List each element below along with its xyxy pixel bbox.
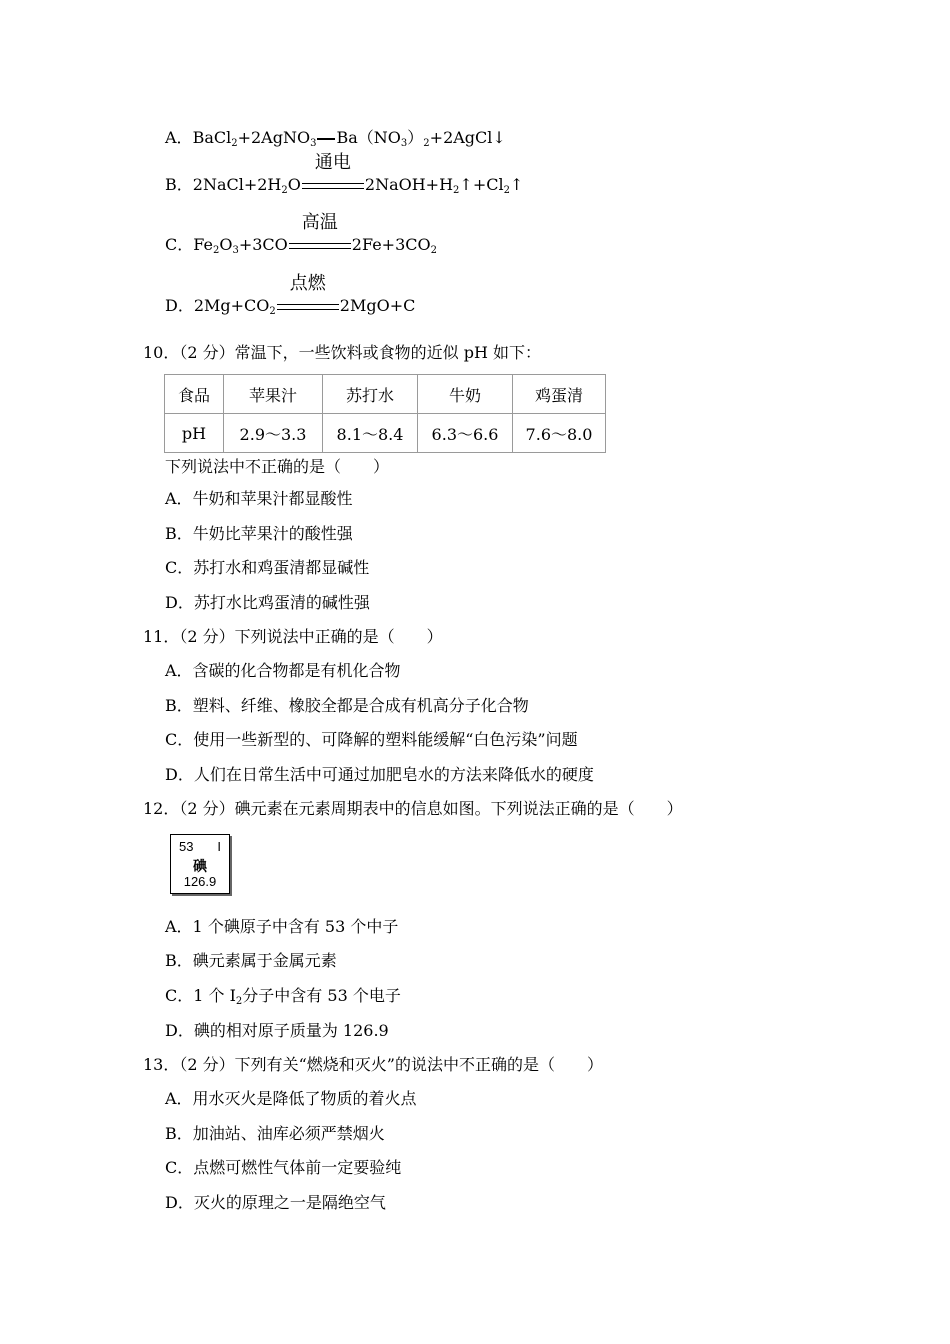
q10-option-d: D．苏打水比鸡蛋清的碱性强 [165, 593, 370, 612]
formula-part: Ba（NO [336, 128, 401, 147]
formula-part: ↑+Cl [459, 175, 504, 194]
table-cell: 牛奶 [418, 375, 513, 414]
periodic-table-cell-iodine [170, 834, 230, 894]
table-cell: 8.1～8.4 [323, 414, 418, 453]
reaction-condition: 点燃 [289, 272, 326, 294]
reaction-condition-arrow [277, 272, 339, 314]
subscript: 2 [212, 245, 220, 256]
formula-part: O [219, 235, 233, 254]
q10-prompt: 下列说法中不正确的是（ ） [165, 457, 390, 476]
table-cell: 7.6～8.0 [513, 414, 606, 453]
formula-part: 2Mg+CO [193, 296, 270, 315]
q13-option-d: D．灭火的原理之一是隔绝空气 [165, 1193, 386, 1212]
table-cell: 6.3～6.6 [418, 414, 513, 453]
q12-option-a: A．1 个碘原子中含有 53 个中子 [165, 917, 399, 936]
formula-part: ） [407, 128, 424, 147]
formula-part: 2Fe+3CO [351, 235, 431, 254]
q13-option-a: A．用水灭火是降低了物质的着火点 [165, 1089, 417, 1108]
q13-option-b: B．加油站、油库必须严禁烟火 [165, 1124, 385, 1143]
option-text: C．1 个 I [165, 986, 236, 1005]
reaction-condition: 高温 [301, 211, 338, 233]
option-label: B． [165, 175, 193, 194]
subscript: 2 [430, 245, 437, 256]
element-name: 碘 [193, 858, 207, 874]
reaction-condition-arrow [302, 151, 364, 193]
q12-stem: 12．（2 分）碘元素在元素周期表中的信息如图。下列说法正确的是（ ） [143, 799, 683, 818]
option-label: A． [165, 128, 193, 147]
subscript: 2 [281, 185, 288, 196]
q12-option-b: B．碘元素属于金属元素 [165, 951, 337, 970]
q9-option-c [165, 211, 437, 256]
atomic-number: 53 [179, 839, 194, 854]
q12-option-c [165, 986, 401, 1006]
q9-option-a [165, 128, 506, 148]
atomic-mass: 126.9 [183, 874, 217, 889]
formula-part: O [287, 175, 301, 194]
q11-option-a: A．含碳的化合物都是有机化合物 [165, 661, 401, 680]
q10-option-a: A．牛奶和苹果汁都显酸性 [165, 489, 353, 508]
table-cell: 鸡蛋清 [513, 375, 606, 414]
q9-option-b [165, 151, 524, 196]
formula-part: 2NaOH+H [364, 175, 454, 194]
q10-option-b: B．牛奶比苹果汁的酸性强 [165, 524, 353, 543]
q12-option-d: D．碘的相对原子质量为 126.9 [165, 1021, 389, 1040]
formula-part: +2AgCl↓ [429, 128, 506, 147]
option-label: D． [165, 296, 194, 315]
subscript: 2 [231, 138, 238, 149]
option-label: C． [165, 235, 194, 254]
q13-option-c: C．点燃可燃性气体前一定要验纯 [165, 1158, 402, 1177]
formula-part: ↑ [509, 175, 524, 194]
formula-part: BaCl [192, 128, 232, 147]
ph-table-value-row [165, 414, 606, 453]
subscript: 3 [232, 245, 239, 256]
formula-part: Fe [193, 235, 213, 254]
table-cell: 苹果汁 [224, 375, 323, 414]
q11-stem: 11．（2 分）下列说法中正确的是（ ） [143, 627, 443, 646]
subscript: 2 [453, 185, 460, 196]
reaction-condition-arrow [289, 211, 351, 253]
equals-dash [317, 138, 335, 140]
subscript: 3 [400, 138, 408, 149]
table-cell: 苏打水 [323, 375, 418, 414]
q10-option-c: C．苏打水和鸡蛋清都显碱性 [165, 558, 370, 577]
formula-part: +3CO [238, 235, 288, 254]
table-cell: 2.9～3.3 [224, 414, 323, 453]
formula-part: +2AgNO [237, 128, 311, 147]
ph-table [164, 374, 606, 453]
q11-option-c: C．使用一些新型的、可降解的塑料能缓解“白色污染”问题 [165, 730, 578, 749]
q9-option-d [165, 272, 416, 317]
q13-stem: 13．（2 分）下列有关“燃烧和灭火”的说法中不正确的是（ ） [143, 1055, 603, 1074]
reaction-condition: 通电 [314, 151, 351, 173]
ph-table-header-row [165, 375, 606, 414]
subscript: 2 [269, 306, 276, 317]
element-symbol: I [217, 839, 221, 854]
subscript: 2 [503, 185, 510, 196]
formula-part: 2MgO+C [339, 296, 416, 315]
subscript: 2 [423, 138, 430, 149]
q11-option-d: D．人们在日常生活中可通过加肥皂水的方法来降低水的硬度 [165, 765, 594, 784]
subscript: 3 [310, 138, 317, 149]
table-cell: pH [165, 414, 224, 453]
subscript: 2 [235, 996, 243, 1007]
option-text: 分子中含有 53 个电子 [242, 986, 401, 1005]
formula-part: 2NaCl+2H [192, 175, 282, 194]
q10-stem: 10．（2 分）常温下，一些饮料或食物的近似 pH 如下： [143, 343, 541, 362]
q11-option-b: B．塑料、纤维、橡胶全都是合成有机高分子化合物 [165, 696, 529, 715]
table-cell: 食品 [165, 375, 224, 414]
